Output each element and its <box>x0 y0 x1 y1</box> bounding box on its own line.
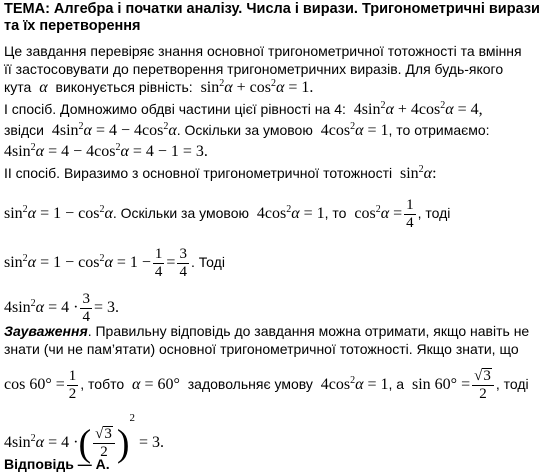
fraction-1-4b: $\frac{1}{4}$ <box>154 246 163 280</box>
method1-line-2 <box>4 122 490 139</box>
page-title-line-2: та їх перетворення <box>4 18 141 34</box>
method2-line-4: $4\sin^2\alpha = 4$ · $\frac{3}{4}$ = 3. <box>4 291 119 325</box>
remark-text-1: . Правильну відповідь до завдання можна отримати, якщо навіть не <box>87 323 530 339</box>
method1-text: І спосіб. Домножимо обдві частини цієї рівності на 4: <box>4 101 346 117</box>
method2-todi: , тоді <box>417 205 451 222</box>
method1-line-3 <box>4 143 208 160</box>
fraction-3-4: $\frac{3}{4}$ <box>179 246 187 280</box>
method2-line-3: $\sin^2\alpha = 1 - \cos^2\alpha = 1$ − $\frac{1}{4}$ = $\frac{3}{4}$ . Тоді <box>4 246 225 280</box>
remark-tobto: , тобто <box>80 376 125 393</box>
method2-text: ІІ спосіб. Виразимо з основної тригонометричної тотожності <box>4 165 393 181</box>
method1-result-text: , то отримаємо: <box>388 122 490 138</box>
method2-line-1 <box>4 165 437 182</box>
remark-a: , а <box>388 376 405 393</box>
remark-todi: , тоді <box>495 376 529 393</box>
formula-identity: $\sin^2\alpha + \cos^2\alpha = 1$. <box>196 78 314 96</box>
fraction-3-4b: $\frac{3}{4}$ <box>82 291 90 325</box>
intro-rivnist: виконується рівність: <box>55 79 193 95</box>
formula-remark-result: $4\sin^2\alpha = 4$ · <box>4 433 79 451</box>
intro-line-2: її застосовувати до перетворення тригонометричних виразів. Для будь-якого <box>4 61 504 77</box>
formula-cos2-quarter: $\cos^2\alpha$ = <box>350 204 403 223</box>
formula-4-identity: $4\sin^2\alpha + 4\cos^2\alpha = 4$, <box>349 100 483 118</box>
formula-method2-result: $4\sin^2\alpha = 4$ · <box>4 298 79 317</box>
formula-4sin-expr: $4\sin^2\alpha = 4 - 4\cos^2\alpha$ <box>47 121 177 139</box>
formula-sin2-value: $\sin^2\alpha = 1 - \cos^2\alpha = 1$ − <box>4 253 151 272</box>
remark-zadovolnyaye: задовольняє умову <box>187 376 313 393</box>
formula-method1-result: $4\sin^2\alpha = 4 - 4\cos^2\alpha = 4 - 1 = 3$. <box>4 142 208 160</box>
formula-condition-3: $4\cos^2\alpha = 1$ <box>316 375 389 394</box>
remark-line-4: $4\sin^2\alpha = 4$ ·( √ 3 2 )$^2$ = 3. <box>4 412 165 465</box>
fraction-1-4: $\frac{1}{4}$ <box>406 197 414 231</box>
remark-line-2: знати (чи не пам’ятати) основної тригонометричної тотожності. Якщо знати, що <box>4 341 519 357</box>
fraction-sqrt3-2b: √ 3 2 <box>93 426 115 461</box>
formula-cos60: cos 60° = <box>4 376 65 394</box>
intro-line-3 <box>4 79 313 96</box>
method2-then: , то <box>324 205 347 222</box>
method1-line-1 <box>4 101 483 118</box>
answer: Відповідь — А. <box>4 456 110 472</box>
intro-line-1: Це завдання перевіряє знання основної тригонометричної тотожності та вміння <box>4 43 522 59</box>
formula-sin2-expr: $\sin^2\alpha = 1 - \cos^2\alpha$ <box>4 204 113 223</box>
formula-sin2: $\sin^2\alpha$: <box>396 164 437 182</box>
remark-line-1 <box>4 323 529 339</box>
method2-todi-2: . Тоді <box>190 254 225 271</box>
formula-alpha: α <box>35 79 52 96</box>
remark-line-3 <box>4 368 529 403</box>
formula-condition-2: $4\cos^2\alpha = 1$ <box>252 204 325 223</box>
method1-condition-text: . Оскільки за умовою <box>176 122 313 138</box>
fraction-1-2: $\frac{1}{2}$ <box>68 368 77 402</box>
fraction-sqrt3-2: √ 3 2 <box>472 368 494 403</box>
remark-label: Зауваження <box>4 323 88 339</box>
page-title-line-1: ТЕМА: Алгебра і початки аналізу. Числа і вирази. Тригонометричні вирази <box>4 1 540 17</box>
method2-condition-text: . Оскільки за умовою <box>112 205 249 222</box>
formula-sin60: sin 60° = <box>408 376 471 394</box>
method1-zvidsy: звідси <box>4 122 44 138</box>
formula-alpha-60: α = 60° <box>132 376 184 394</box>
method2-line-2 <box>4 197 450 232</box>
intro-kuta: кута <box>4 79 32 95</box>
formula-condition: $4\cos^2\alpha = 1$ <box>316 121 389 139</box>
